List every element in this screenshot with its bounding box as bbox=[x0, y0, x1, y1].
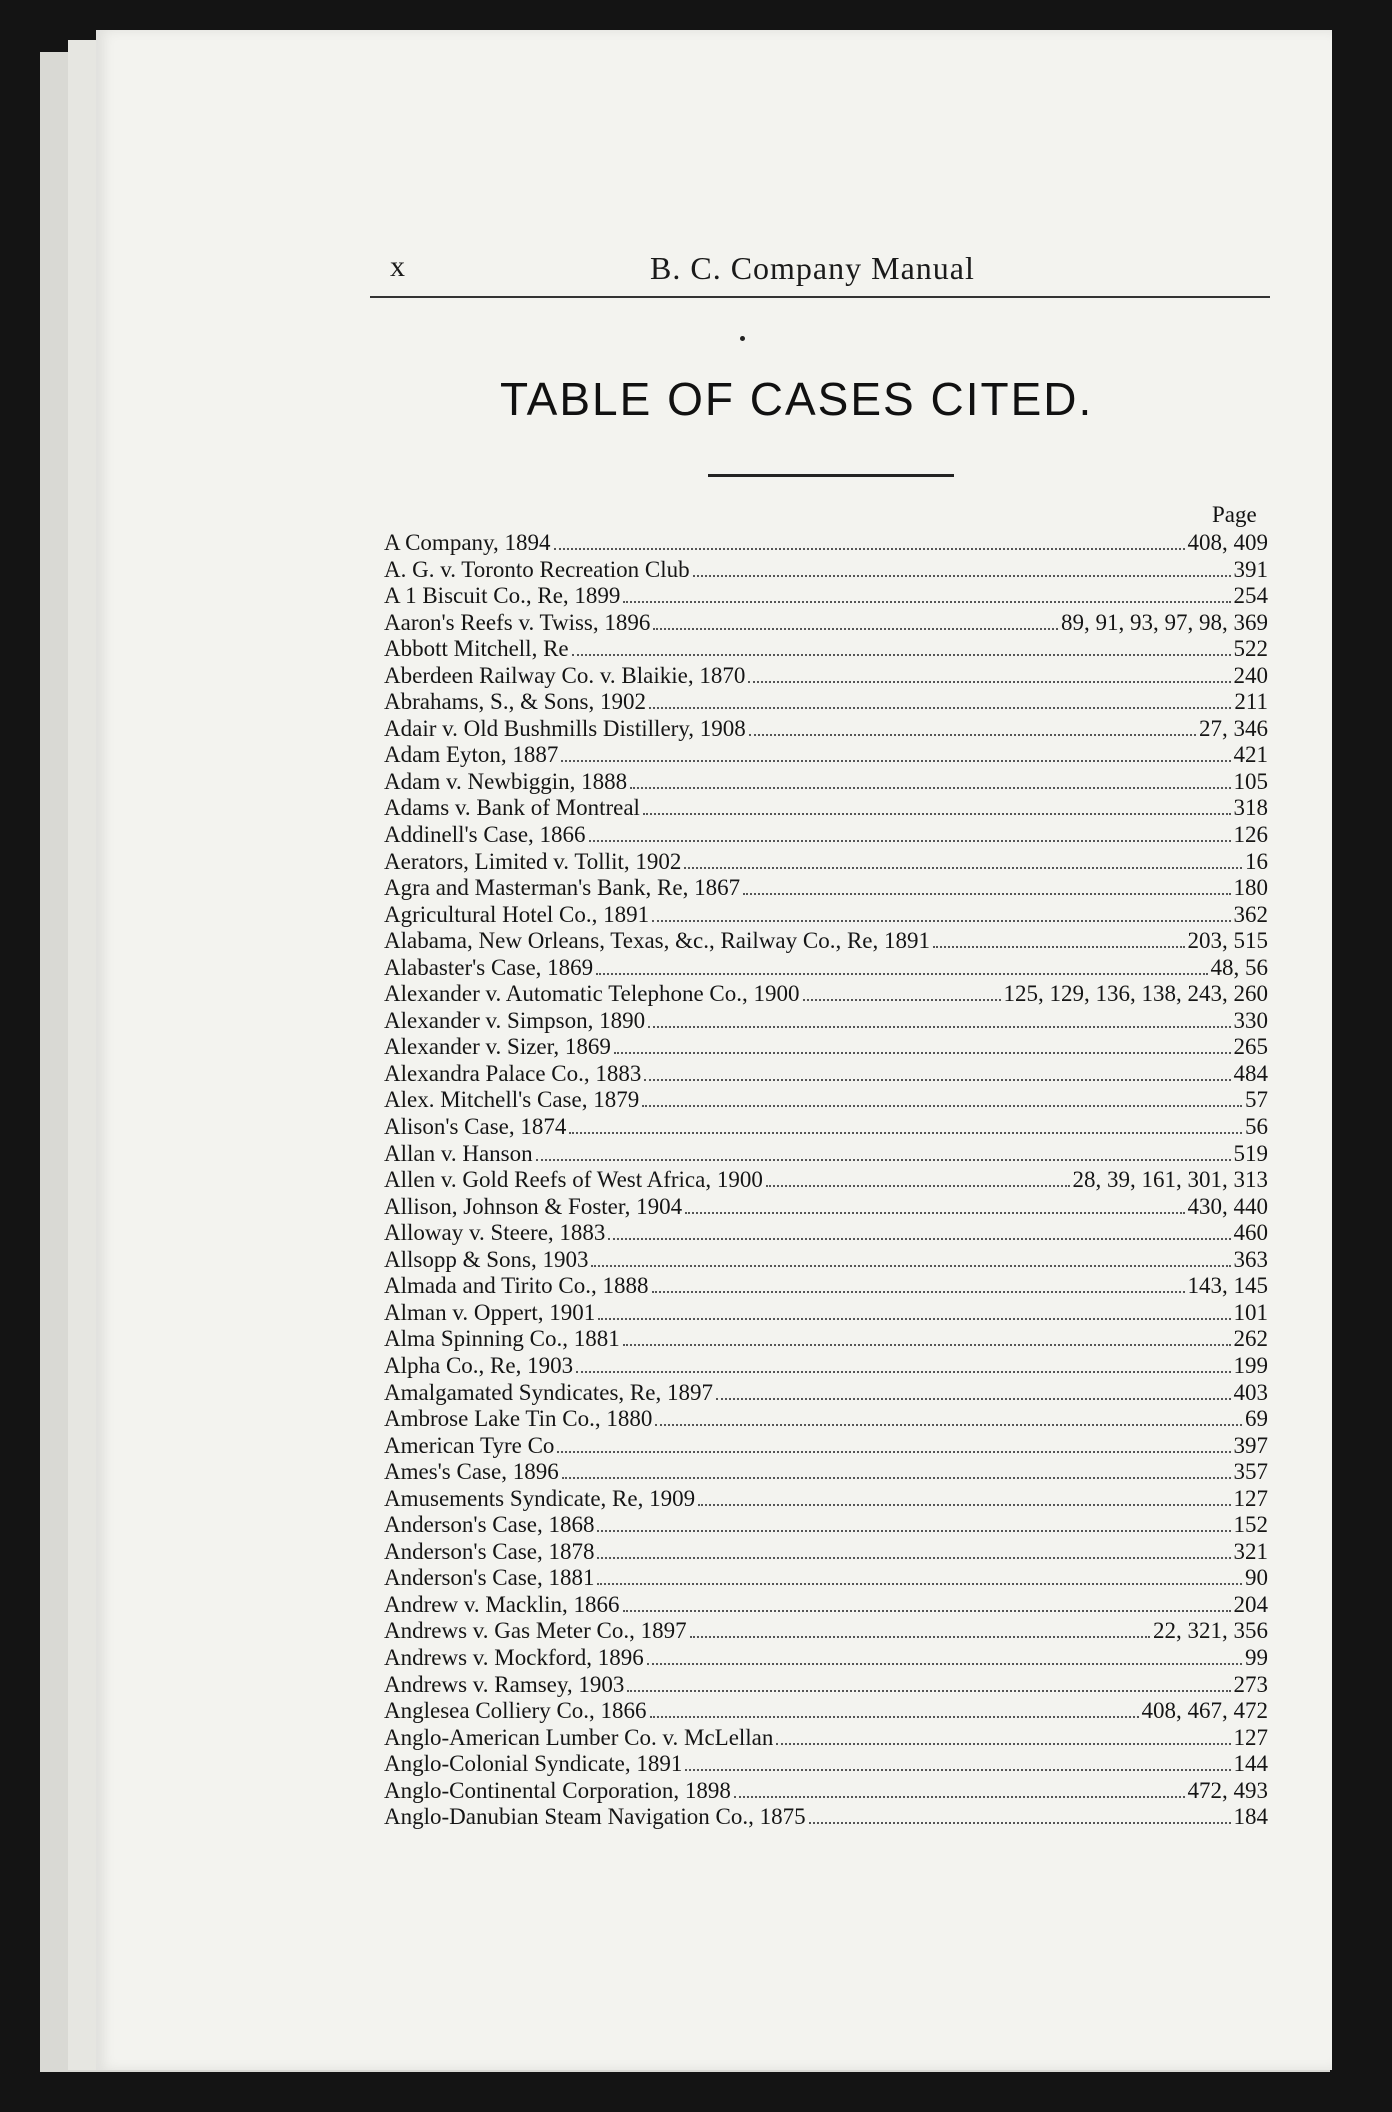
case-name: Alabama, New Orleans, Texas, &c., Railway Co., Re, 1891 bbox=[384, 928, 931, 954]
case-name: Adam Eyton, 1887 bbox=[384, 742, 559, 768]
case-pages: 89, 91, 93, 97, 98, 369 bbox=[1061, 609, 1268, 635]
case-name: Andrew v. Macklin, 1866 bbox=[384, 1591, 620, 1617]
case-pages: 408, 409 bbox=[1187, 530, 1268, 555]
case-pages: 56 bbox=[1245, 1114, 1268, 1140]
case-entry bbox=[384, 1220, 1268, 1247]
case-pages: 99 bbox=[1245, 1644, 1268, 1670]
case-pages: 16 bbox=[1245, 848, 1268, 874]
case-name: Alexander v. Automatic Telephone Co., 1900 bbox=[384, 981, 800, 1007]
case-pages: 408, 467, 472 bbox=[1141, 1698, 1268, 1724]
case-entry bbox=[384, 1433, 1268, 1460]
case-name: Ames's Case, 1896 bbox=[384, 1459, 559, 1485]
case-entry bbox=[384, 928, 1268, 955]
case-name: Anderson's Case, 1878 bbox=[384, 1538, 595, 1564]
case-pages: 203, 515 bbox=[1187, 928, 1268, 954]
case-entry bbox=[384, 610, 1268, 637]
case-entry bbox=[384, 1725, 1268, 1752]
dot-leader bbox=[776, 1743, 1230, 1745]
dot-leader bbox=[562, 1477, 1231, 1479]
case-name: Alex. Mitchell's Case, 1879 bbox=[384, 1087, 640, 1113]
case-entry bbox=[384, 1645, 1268, 1672]
ink-dot bbox=[740, 336, 745, 341]
case-name: Anderson's Case, 1868 bbox=[384, 1512, 595, 1538]
dot-leader bbox=[536, 1159, 1231, 1161]
case-name: Alexander v. Sizer, 1869 bbox=[384, 1034, 611, 1060]
case-entry bbox=[384, 1459, 1268, 1486]
case-name: Adam v. Newbiggin, 1888 bbox=[384, 768, 628, 794]
case-pages: 240 bbox=[1233, 662, 1268, 688]
case-name: Aerators, Limited v. Tollit, 1902 bbox=[384, 848, 682, 874]
case-pages: 28, 39, 161, 301, 313 bbox=[1072, 1167, 1268, 1193]
case-entry bbox=[384, 1247, 1268, 1274]
case-pages: 90 bbox=[1245, 1565, 1268, 1591]
dot-leader bbox=[589, 840, 1231, 842]
dot-leader bbox=[766, 1185, 1070, 1187]
case-name: Alloway v. Steere, 1883 bbox=[384, 1220, 606, 1246]
case-name: Alison's Case, 1874 bbox=[384, 1114, 567, 1140]
case-entry bbox=[384, 1326, 1268, 1353]
case-pages: 330 bbox=[1233, 1007, 1268, 1033]
case-entry bbox=[384, 1273, 1268, 1300]
dot-leader bbox=[627, 1690, 1230, 1692]
dot-leader bbox=[743, 893, 1230, 895]
case-name: Abbott Mitchell, Re bbox=[384, 636, 569, 662]
title-rule bbox=[708, 474, 954, 477]
dot-leader bbox=[644, 1079, 1230, 1081]
dot-leader bbox=[734, 1796, 1185, 1798]
case-pages: 321 bbox=[1233, 1538, 1268, 1564]
dot-leader bbox=[933, 946, 1184, 948]
case-entry bbox=[384, 1194, 1268, 1221]
case-name: Alma Spinning Co., 1881 bbox=[384, 1326, 620, 1352]
case-entry bbox=[384, 1486, 1268, 1513]
case-name: Adams v. Bank of Montreal bbox=[384, 795, 640, 821]
dot-leader bbox=[623, 1344, 1231, 1346]
case-entry bbox=[384, 1141, 1268, 1168]
dot-leader bbox=[614, 1052, 1231, 1054]
dot-leader bbox=[569, 1132, 1242, 1134]
case-name: Alabaster's Case, 1869 bbox=[384, 954, 594, 980]
case-pages: 472, 493 bbox=[1187, 1777, 1268, 1803]
case-name: Almada and Tirito Co., 1888 bbox=[384, 1273, 649, 1299]
case-entry bbox=[384, 795, 1268, 822]
case-name: A 1 Biscuit Co., Re, 1899 bbox=[384, 583, 621, 609]
dot-leader bbox=[685, 1769, 1230, 1771]
case-name: Agricultural Hotel Co., 1891 bbox=[384, 901, 650, 927]
dot-leader bbox=[748, 681, 1230, 683]
case-name: Amalgamated Syndicates, Re, 1897 bbox=[384, 1379, 713, 1405]
case-name: Allan v. Hanson bbox=[384, 1140, 533, 1166]
case-entry bbox=[384, 1539, 1268, 1566]
case-name: Aaron's Reefs v. Twiss, 1896 bbox=[384, 609, 651, 635]
dot-leader bbox=[597, 1557, 1230, 1559]
dot-leader bbox=[591, 1265, 1230, 1267]
case-pages: 357 bbox=[1233, 1459, 1268, 1485]
case-name: Allison, Johnson & Foster, 1904 bbox=[384, 1193, 683, 1219]
case-entry bbox=[384, 902, 1268, 929]
case-entry bbox=[384, 1618, 1268, 1645]
case-name: Abrahams, S., & Sons, 1902 bbox=[384, 689, 646, 715]
page-title: TABLE OF CASES CITED. bbox=[500, 373, 1094, 425]
case-entry bbox=[384, 1061, 1268, 1088]
case-pages: 204 bbox=[1233, 1591, 1268, 1617]
case-entry bbox=[384, 1380, 1268, 1407]
dot-leader bbox=[572, 654, 1231, 656]
case-name: Andrews v. Mockford, 1896 bbox=[384, 1644, 644, 1670]
case-entry bbox=[384, 716, 1268, 743]
case-pages: 430, 440 bbox=[1187, 1193, 1268, 1219]
case-pages: 152 bbox=[1233, 1512, 1268, 1538]
case-entry bbox=[384, 955, 1268, 982]
case-entry bbox=[384, 557, 1268, 584]
case-pages: 199 bbox=[1233, 1352, 1268, 1378]
dot-leader bbox=[596, 973, 1207, 975]
case-entry bbox=[384, 769, 1268, 796]
case-pages: 125, 129, 136, 138, 243, 260 bbox=[1003, 981, 1268, 1007]
case-pages: 397 bbox=[1233, 1432, 1268, 1458]
case-pages: 519 bbox=[1233, 1140, 1268, 1166]
case-name: Amusements Syndicate, Re, 1909 bbox=[384, 1485, 696, 1511]
case-entry bbox=[384, 1087, 1268, 1114]
case-entry bbox=[384, 1698, 1268, 1725]
dot-leader bbox=[690, 1636, 1150, 1638]
case-entry bbox=[384, 822, 1268, 849]
case-name: Alpha Co., Re, 1903 bbox=[384, 1352, 574, 1378]
case-pages: 69 bbox=[1245, 1406, 1268, 1432]
dot-leader bbox=[655, 1424, 1242, 1426]
dot-leader bbox=[630, 787, 1230, 789]
case-name: Anglo-American Lumber Co. v. McLellan bbox=[384, 1724, 774, 1750]
case-pages: 211 bbox=[1234, 689, 1268, 715]
case-name: American Tyre Co bbox=[384, 1432, 555, 1458]
case-entry bbox=[384, 530, 1268, 557]
header-rule bbox=[370, 296, 1270, 298]
dot-leader bbox=[809, 1822, 1231, 1824]
case-pages: 126 bbox=[1233, 822, 1268, 848]
case-entry bbox=[384, 1034, 1268, 1061]
dot-leader bbox=[698, 1504, 1230, 1506]
case-pages: 180 bbox=[1233, 875, 1268, 901]
dot-leader bbox=[623, 1610, 1231, 1612]
dot-leader bbox=[598, 1318, 1230, 1320]
dot-leader bbox=[576, 1371, 1230, 1373]
case-entry bbox=[384, 981, 1268, 1008]
case-name: Alman v. Oppert, 1901 bbox=[384, 1299, 596, 1325]
case-entry bbox=[384, 1778, 1268, 1805]
case-pages: 127 bbox=[1233, 1485, 1268, 1511]
case-pages: 265 bbox=[1233, 1034, 1268, 1060]
case-pages: 57 bbox=[1245, 1087, 1268, 1113]
dot-leader bbox=[649, 707, 1231, 709]
case-entry bbox=[384, 1512, 1268, 1539]
dot-leader bbox=[642, 1105, 1242, 1107]
case-name: Allsopp & Sons, 1903 bbox=[384, 1246, 589, 1272]
case-entry bbox=[384, 1751, 1268, 1778]
dot-leader bbox=[749, 734, 1196, 736]
case-pages: 522 bbox=[1233, 636, 1268, 662]
running-header bbox=[390, 250, 1270, 300]
case-pages: 403 bbox=[1233, 1379, 1268, 1405]
case-entry bbox=[384, 689, 1268, 716]
case-entry bbox=[384, 1300, 1268, 1327]
case-pages: 27, 346 bbox=[1199, 715, 1268, 741]
case-entry bbox=[384, 1804, 1268, 1831]
case-name: Addinell's Case, 1866 bbox=[384, 822, 586, 848]
running-title: B. C. Company Manual bbox=[650, 250, 975, 286]
case-name: Anglo-Colonial Syndicate, 1891 bbox=[384, 1751, 683, 1777]
page-column-header: Page bbox=[1212, 502, 1257, 527]
case-pages: 101 bbox=[1233, 1299, 1268, 1325]
case-pages: 144 bbox=[1233, 1751, 1268, 1777]
dot-leader bbox=[643, 813, 1231, 815]
case-pages: 143, 145 bbox=[1187, 1273, 1268, 1299]
dot-leader bbox=[652, 1291, 1185, 1293]
dot-leader bbox=[561, 760, 1230, 762]
case-pages: 48, 56 bbox=[1210, 954, 1268, 980]
dot-leader bbox=[650, 1716, 1139, 1718]
dot-leader bbox=[685, 1212, 1184, 1214]
case-entry bbox=[384, 1008, 1268, 1035]
case-pages: 262 bbox=[1233, 1326, 1268, 1352]
dot-leader bbox=[652, 920, 1230, 922]
case-pages: 184 bbox=[1233, 1804, 1268, 1830]
case-pages: 127 bbox=[1233, 1724, 1268, 1750]
case-pages: 105 bbox=[1233, 768, 1268, 794]
case-name: Allen v. Gold Reefs of West Africa, 1900 bbox=[384, 1167, 763, 1193]
dot-leader bbox=[608, 1238, 1230, 1240]
case-name: Anglo-Continental Corporation, 1898 bbox=[384, 1777, 731, 1803]
case-name: A. G. v. Toronto Recreation Club bbox=[384, 556, 690, 582]
dot-leader bbox=[716, 1398, 1231, 1400]
case-pages: 254 bbox=[1233, 583, 1268, 609]
case-name: Alexandra Palace Co., 1883 bbox=[384, 1060, 642, 1086]
case-pages: 362 bbox=[1233, 901, 1268, 927]
case-pages: 391 bbox=[1233, 556, 1268, 582]
dot-leader bbox=[648, 1026, 1230, 1028]
case-pages: 318 bbox=[1233, 795, 1268, 821]
dot-leader bbox=[554, 548, 1185, 550]
dot-leader bbox=[623, 601, 1230, 603]
case-entry bbox=[384, 1167, 1268, 1194]
case-name: Alexander v. Simpson, 1890 bbox=[384, 1007, 646, 1033]
case-entry bbox=[384, 1406, 1268, 1433]
case-pages: 460 bbox=[1233, 1220, 1268, 1246]
case-name: Aberdeen Railway Co. v. Blaikie, 1870 bbox=[384, 662, 746, 688]
case-entry bbox=[384, 636, 1268, 663]
case-name: Andrews v. Gas Meter Co., 1897 bbox=[384, 1618, 687, 1644]
cases-list bbox=[384, 530, 1268, 1831]
case-entry bbox=[384, 1114, 1268, 1141]
case-name: Andrews v. Ramsey, 1903 bbox=[384, 1671, 625, 1697]
case-entry bbox=[384, 663, 1268, 690]
dot-leader bbox=[597, 1583, 1242, 1585]
dot-leader bbox=[803, 999, 1001, 1001]
page-number: x bbox=[390, 250, 405, 283]
dot-leader bbox=[597, 1530, 1230, 1532]
case-entry bbox=[384, 1592, 1268, 1619]
case-name: Adair v. Old Bushmills Distillery, 1908 bbox=[384, 715, 746, 741]
case-entry bbox=[384, 1565, 1268, 1592]
case-entry bbox=[384, 1353, 1268, 1380]
case-name: Anglo-Danubian Steam Navigation Co., 1875 bbox=[384, 1804, 806, 1830]
case-name: Anderson's Case, 1881 bbox=[384, 1565, 595, 1591]
case-entry bbox=[384, 583, 1268, 610]
case-name: Agra and Masterman's Bank, Re, 1867 bbox=[384, 875, 741, 901]
case-pages: 484 bbox=[1233, 1060, 1268, 1086]
case-pages: 22, 321, 356 bbox=[1153, 1618, 1268, 1644]
dot-leader bbox=[653, 628, 1058, 630]
dot-leader bbox=[684, 867, 1242, 869]
case-pages: 363 bbox=[1233, 1246, 1268, 1272]
case-name: A Company, 1894 bbox=[384, 530, 551, 555]
case-name: Ambrose Lake Tin Co., 1880 bbox=[384, 1406, 653, 1432]
case-entry bbox=[384, 742, 1268, 769]
case-name: Anglesea Colliery Co., 1866 bbox=[384, 1698, 647, 1724]
case-pages: 273 bbox=[1233, 1671, 1268, 1697]
dot-leader bbox=[647, 1663, 1242, 1665]
case-entry bbox=[384, 875, 1268, 902]
dot-leader bbox=[693, 575, 1231, 577]
case-pages: 421 bbox=[1233, 742, 1268, 768]
case-entry bbox=[384, 1672, 1268, 1699]
case-entry bbox=[384, 849, 1268, 876]
dot-leader bbox=[557, 1451, 1230, 1453]
